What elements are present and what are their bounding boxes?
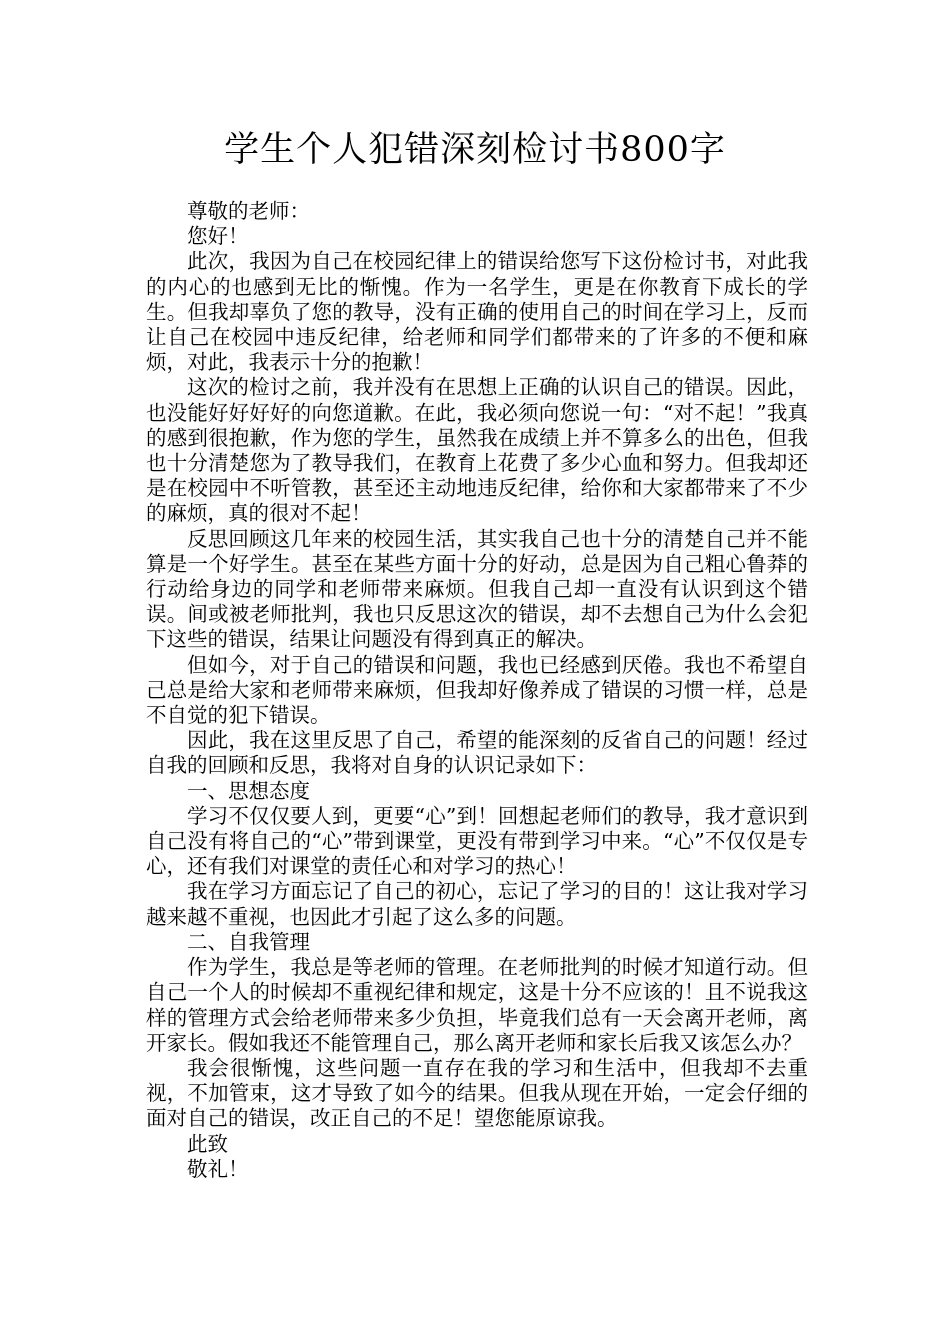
body-paragraph: 作为学生，我总是等老师的管理。在老师批判的时候才知道行动。但自己一个人的时候却不重视纪律和规定，这是十分不应该的！且不说我这样的管理方式会给老师带来多少负担，毕竟我们总有一天会离开老师，离开家长。假如我还不能管理自己，那么离开老师和家长后我又该怎么办？ [146,955,808,1055]
salutation: 尊敬的老师： [187,199,310,223]
closing-jingli: 敬礼！ [187,1156,249,1181]
body-paragraph: 因此，我在这里反思了自己，希望的能深刻的反省自己的问题！经过自我的回顾和反思，我将对自身的认识记录如下： [146,728,808,778]
document-body [146,199,808,1182]
body-paragraph: 我会很惭愧，这些问题一直存在我的学习和生活中，但我却不去重视，不加管束，这才导致了如今的结果。但我从现在开始，一定会仔细的面对自己的错误，改正自己的不足！望您能原谅我。 [146,1055,808,1131]
body-paragraph: 此次，我因为自己在校园纪律上的错误给您写下这份检讨书，对此我的内心的也感到无比的惭愧。作为一名学生，更是在你教育下成长的学生。但我却辜负了您的教导，没有正确的使用自己的时间在学习上，反而让自己在校园中违反纪律，给老师和同学们都带来的了许多的不便和麻烦，对此，我表示十分的抱歉！ [146,249,808,375]
section-heading-thought: 一、思想态度 [187,778,310,803]
greeting: 您好！ [187,224,249,249]
body-paragraph: 反思回顾这几年来的校园生活，其实我自己也十分的清楚自己并不能算是一个好学生。甚至在某些方面十分的好动，总是因为自己粗心鲁莽的行动给身边的同学和老师带来麻烦。但我自己却一直没有认识到这个错误。间或被老师批判，我也只反思这次的错误，却不去想自己为什么会犯下这些的错误，结果让问题没有得到真正的解决。 [146,526,808,652]
body-paragraph: 学习不仅仅要人到，更要“心”到！回想起老师们的教导，我才意识到自己没有将自己的“心”带到课堂，更没有带到学习中来。“心”不仅仅是专心，还有我们对课堂的责任心和对学习的热心！ [146,803,808,879]
body-paragraph: 但如今，对于自己的错误和问题，我也已经感到厌倦。我也不希望自己总是给大家和老师带来麻烦，但我却好像养成了错误的习惯一样，总是不自觉的犯下错误。 [146,652,808,728]
document-title: 学生个人犯错深刻检讨书800字 [224,130,726,170]
body-paragraph: 这次的检讨之前，我并没有在思想上正确的认识自己的错误。因此，也没能好好好好的向您道歉。在此，我必须向您说一句：“对不起！”我真的感到很抱歉，作为您的学生，虽然我在成绩上并不算多么的出色，但我也十分清楚您为了教导我们，在教育上花费了多少心血和努力。但我却还是在校园中不听管教，甚至还主动地违反纪律，给你和大家都带来了不少的麻烦，真的很对不起！ [146,375,808,526]
section-heading-self-management: 二、自我管理 [187,929,310,954]
closing-cizhi: 此致 [187,1131,228,1156]
body-paragraph: 我在学习方面忘记了自己的初心，忘记了学习的目的！这让我对学习越来越不重视，也因此才引起了这么多的问题。 [146,879,808,929]
